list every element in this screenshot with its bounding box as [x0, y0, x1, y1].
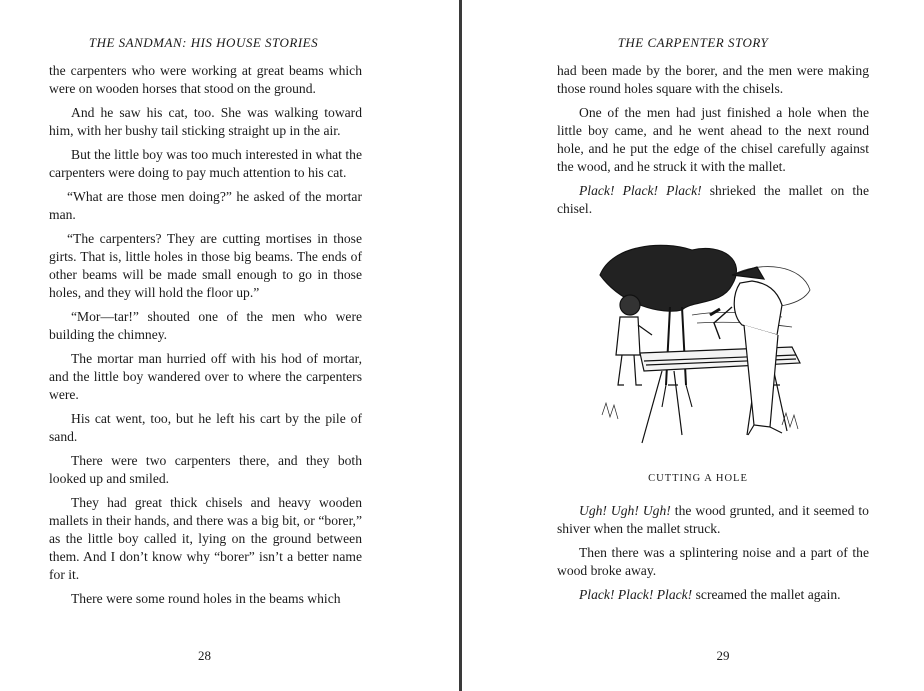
paragraph: “The carpenters? They are cutting mortises in those girts. That is, little holes in those big beams. The ends of other beams will be made small enough to go in those holes, and they will hold the floor up.”	[49, 231, 362, 300]
paragraph: There were some round holes in the beams which	[71, 591, 341, 606]
right-page-body-bottom	[557, 502, 869, 610]
paragraph: And he saw his cat, too. She was walking toward him, with her bushy tail sticking straight up in the air.	[49, 105, 362, 138]
paragraph: The mortar man hurried off with his hod of mortar, and the little boy wandered over to where the carpenters were.	[49, 351, 362, 402]
onomatopoeia: Ugh! Ugh! Ugh!	[579, 503, 671, 518]
running-head-left: THE SANDMAN: HIS HOUSE STORIES	[88, 35, 319, 50]
paragraph	[557, 502, 869, 538]
onomatopoeia: Plack! Plack! Plack!	[579, 183, 702, 198]
page-number-right: 29	[716, 648, 730, 663]
paragraph: “What are those men doing?” he asked of the mortar man.	[49, 189, 362, 222]
right-page-body-top	[557, 62, 869, 224]
paragraph: “Mor—tar!” shouted one of the men who were building the chimney.	[49, 309, 362, 342]
paragraph-text: the wood grunted, and it seemed to shiver when the mallet struck.	[557, 503, 869, 536]
paragraph	[557, 586, 869, 604]
paragraph-text: shrieked the mallet on the chisel.	[557, 183, 870, 216]
left-page	[0, 0, 459, 691]
paragraph: They had great thick chisels and heavy wooden mallets in their hands, and there was a big bit, or “borer,” as the little boy called it, lying on the ground between them. And I don’t know why “borer” isn’t a better name for it.	[49, 495, 362, 582]
onomatopoeia: Plack! Plack! Plack!	[579, 587, 693, 602]
running-head-right: THE CARPENTER STORY	[617, 35, 769, 50]
paragraph: But the little boy was too much interested in what the carpenters were doing to pay much attention to his cat.	[49, 147, 362, 180]
figure-caption: CUTTING A HOLE	[648, 473, 748, 484]
right-page	[462, 0, 924, 691]
paragraph: There were two carpenters there, and they both looked up and smiled.	[49, 453, 362, 486]
paragraph: had been made by the borer, and the men were making those round holes square with the chisels.	[557, 63, 869, 96]
paragraph-text: screamed the mallet again.	[692, 587, 841, 602]
paragraph	[557, 182, 869, 218]
boy-figure	[616, 295, 652, 385]
paragraph: One of the men had just finished a hole when the little boy came, and he went ahead to the next round hole, and he put the edge of the chisel carefully against the wood, and he struck it with the mallet.	[557, 105, 869, 174]
illustration-cutting-a-hole	[582, 235, 814, 455]
page-number-left: 28	[198, 648, 211, 663]
left-page-body	[49, 62, 362, 614]
paragraph: His cat went, too, but he left his cart by the pile of sand.	[49, 411, 362, 444]
paragraph: the carpenters who were working at great beams which were on wooden horses that stood on the ground.	[49, 63, 362, 96]
paragraph: Then there was a splintering noise and a part of the wood broke away.	[557, 545, 869, 578]
